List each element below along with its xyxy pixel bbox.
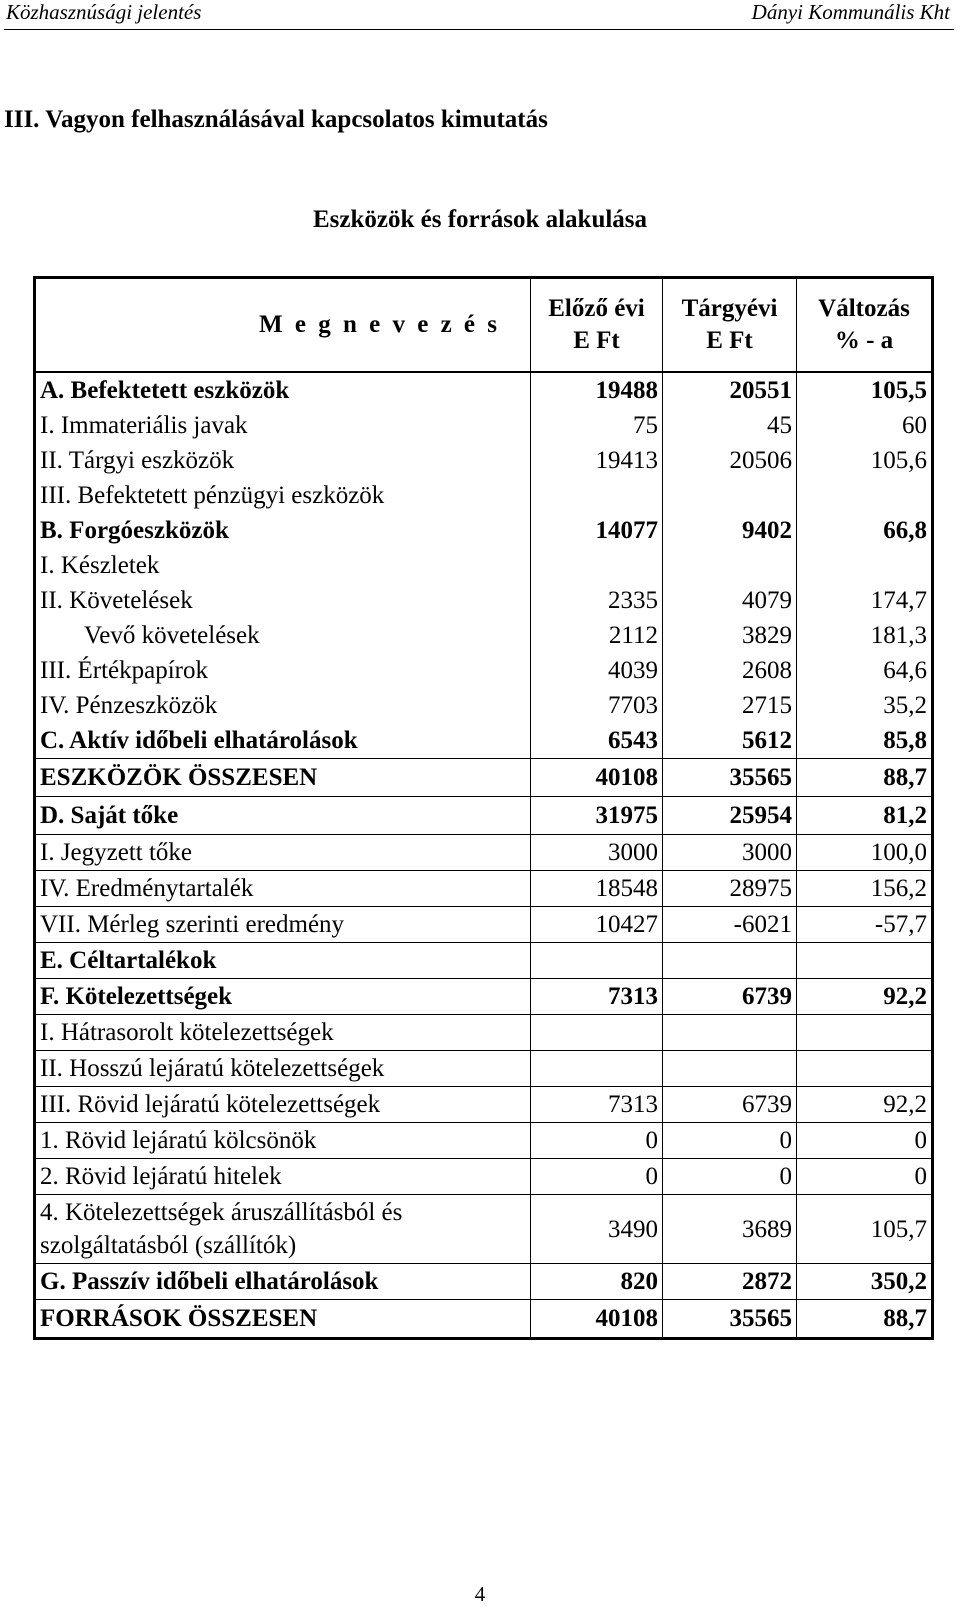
current-year-value: 3000: [663, 835, 797, 871]
section-title: III. Vagyon felhasználásával kapcsolatos kimutatás: [4, 106, 548, 133]
change-percent: [797, 1051, 933, 1087]
table-row: [35, 548, 933, 583]
table-row: [35, 797, 933, 835]
change-percent: 0: [797, 1123, 933, 1159]
current-year-value: 35565: [663, 759, 797, 797]
prev-year-value: 2112: [531, 618, 663, 653]
row-label: I. Jegyzett tőke: [35, 835, 531, 871]
current-year-value: -6021: [663, 907, 797, 943]
table-header-row: [35, 278, 933, 373]
table-row: [35, 1015, 933, 1051]
change-percent: 81,2: [797, 797, 933, 835]
current-year-value: 3689: [663, 1195, 797, 1264]
current-year-value: 0: [663, 1159, 797, 1195]
row-label: 1. Rövid lejáratú kölcsönök: [35, 1123, 531, 1159]
prev-year-value: 3490: [531, 1195, 663, 1264]
change-percent: 85,8: [797, 723, 933, 759]
prev-year-value: 19488: [531, 372, 663, 408]
table-row: [35, 835, 933, 871]
table-row: [35, 372, 933, 408]
table-row: [35, 1087, 933, 1123]
current-year-value: 2872: [663, 1264, 797, 1300]
row-label: I. Készletek: [40, 552, 160, 579]
header-divider: [4, 29, 954, 30]
change-percent: 105,5: [797, 372, 933, 408]
prev-year-value: [531, 548, 663, 583]
table-row: [35, 723, 933, 759]
row-label: I. Immateriális javak: [40, 412, 248, 439]
row-label: ESZKÖZÖK ÖSSZESEN: [35, 759, 531, 797]
current-year-value: 20551: [663, 372, 797, 408]
prev-year-value: 40108: [531, 759, 663, 797]
table-row: [35, 513, 933, 548]
current-year-value: 6739: [663, 979, 797, 1015]
table-row: [35, 688, 933, 723]
current-year-value: [663, 1015, 797, 1051]
table-row: [35, 1264, 933, 1300]
column-header-change: Változás % - a: [797, 278, 933, 373]
table-row: [35, 618, 933, 653]
table-title: Eszközök és források alakulása: [312, 206, 648, 233]
row-label: Vevő követelések: [84, 622, 260, 649]
change-percent: 35,2: [797, 688, 933, 723]
prev-year-value: 7313: [531, 979, 663, 1015]
table-row: [35, 1051, 933, 1087]
change-percent: 92,2: [797, 979, 933, 1015]
row-label: F. Kötelezettségek: [35, 979, 531, 1015]
prev-year-value: 7703: [531, 688, 663, 723]
table-row: [35, 653, 933, 688]
current-year-value: [663, 943, 797, 979]
table-row: [35, 1159, 933, 1195]
table-row: [35, 443, 933, 478]
change-percent: 66,8: [797, 513, 933, 548]
change-percent: 64,6: [797, 653, 933, 688]
current-year-value: 2608: [663, 653, 797, 688]
prev-year-value: [531, 943, 663, 979]
current-year-value: 3829: [663, 618, 797, 653]
current-year-value: 35565: [663, 1300, 797, 1339]
row-label: VII. Mérleg szerinti eredmény: [35, 907, 531, 943]
row-label: III. Befektetett pénzügyi eszközök: [40, 482, 385, 509]
current-year-value: [663, 1051, 797, 1087]
table-row: [35, 907, 933, 943]
change-percent: [797, 548, 933, 583]
row-label: III. Értékpapírok: [40, 657, 208, 684]
prev-year-value: [531, 1051, 663, 1087]
table-row: [35, 1300, 933, 1339]
change-percent: 88,7: [797, 759, 933, 797]
table-row: [35, 759, 933, 797]
row-label: G. Passzív időbeli elhatárolások: [35, 1264, 531, 1300]
current-year-value: [663, 548, 797, 583]
change-percent: 100,0: [797, 835, 933, 871]
prev-year-value: 40108: [531, 1300, 663, 1339]
prev-year-value: [531, 1015, 663, 1051]
assets-sources-table: [33, 276, 934, 1340]
row-label: D. Saját tőke: [35, 797, 531, 835]
row-label: 4. Kötelezettségek áruszállításból és szolgáltatásból (szállítók): [35, 1195, 531, 1264]
table-row: [35, 478, 933, 513]
change-percent: 105,7: [797, 1195, 933, 1264]
prev-year-value: 31975: [531, 797, 663, 835]
change-percent: 0: [797, 1159, 933, 1195]
current-year-value: 25954: [663, 797, 797, 835]
current-year-value: 6739: [663, 1087, 797, 1123]
prev-year-value: 14077: [531, 513, 663, 548]
current-year-value: 45: [663, 408, 797, 443]
row-label: C. Aktív időbeli elhatárolások: [40, 727, 358, 754]
prev-year-value: 10427: [531, 907, 663, 943]
page-number: 4: [474, 1582, 486, 1606]
table-row: [35, 1123, 933, 1159]
prev-year-value: 7313: [531, 1087, 663, 1123]
prev-year-value: 6543: [531, 723, 663, 759]
change-percent: 92,2: [797, 1087, 933, 1123]
row-label: A. Befektetett eszközök: [40, 377, 290, 404]
change-percent: 181,3: [797, 618, 933, 653]
row-label: 2. Rövid lejáratú hitelek: [35, 1159, 531, 1195]
current-year-value: 28975: [663, 871, 797, 907]
row-label: II. Követelések: [40, 587, 193, 614]
prev-year-value: 0: [531, 1123, 663, 1159]
current-year-value: 20506: [663, 443, 797, 478]
current-year-value: 2715: [663, 688, 797, 723]
current-year-value: 5612: [663, 723, 797, 759]
table-row: [35, 408, 933, 443]
prev-year-value: 19413: [531, 443, 663, 478]
row-label: II. Hosszú lejáratú kötelezettségek: [35, 1051, 531, 1087]
column-header-curr: Tárgyévi E Ft: [663, 278, 797, 373]
row-label: E. Céltartalékok: [35, 943, 531, 979]
row-label: IV. Eredménytartalék: [35, 871, 531, 907]
column-header-prev: Előző évi E Ft: [531, 278, 663, 373]
table-row: [35, 1195, 933, 1264]
table-row: [35, 583, 933, 618]
row-label: II. Tárgyi eszközök: [40, 447, 235, 474]
change-percent: [797, 1015, 933, 1051]
change-percent: 174,7: [797, 583, 933, 618]
row-label: FORRÁSOK ÖSSZESEN: [35, 1300, 531, 1339]
prev-year-value: 18548: [531, 871, 663, 907]
row-label: III. Rövid lejáratú kötelezettségek: [35, 1087, 531, 1123]
prev-year-value: 75: [531, 408, 663, 443]
change-percent: [797, 943, 933, 979]
table-row: [35, 871, 933, 907]
running-header-right: Dányi Kommunális Kht: [751, 0, 950, 24]
change-percent: 60: [797, 408, 933, 443]
change-percent: -57,7: [797, 907, 933, 943]
prev-year-value: [531, 478, 663, 513]
prev-year-value: 0: [531, 1159, 663, 1195]
column-header-name: M e g n e v e z é s: [35, 278, 531, 373]
change-percent: 350,2: [797, 1264, 933, 1300]
change-percent: 156,2: [797, 871, 933, 907]
row-label: IV. Pénzeszközök: [40, 692, 218, 719]
table-row: [35, 979, 933, 1015]
change-percent: [797, 478, 933, 513]
current-year-value: 4079: [663, 583, 797, 618]
current-year-value: 0: [663, 1123, 797, 1159]
change-percent: 105,6: [797, 443, 933, 478]
current-year-value: [663, 478, 797, 513]
prev-year-value: 2335: [531, 583, 663, 618]
change-percent: 88,7: [797, 1300, 933, 1339]
table-row: [35, 943, 933, 979]
running-header-left: Közhasznúsági jelentés: [6, 0, 202, 24]
prev-year-value: 4039: [531, 653, 663, 688]
current-year-value: 9402: [663, 513, 797, 548]
row-label: I. Hátrasorolt kötelezettségek: [35, 1015, 531, 1051]
prev-year-value: 3000: [531, 835, 663, 871]
row-label: B. Forgóeszközök: [40, 517, 229, 544]
prev-year-value: 820: [531, 1264, 663, 1300]
